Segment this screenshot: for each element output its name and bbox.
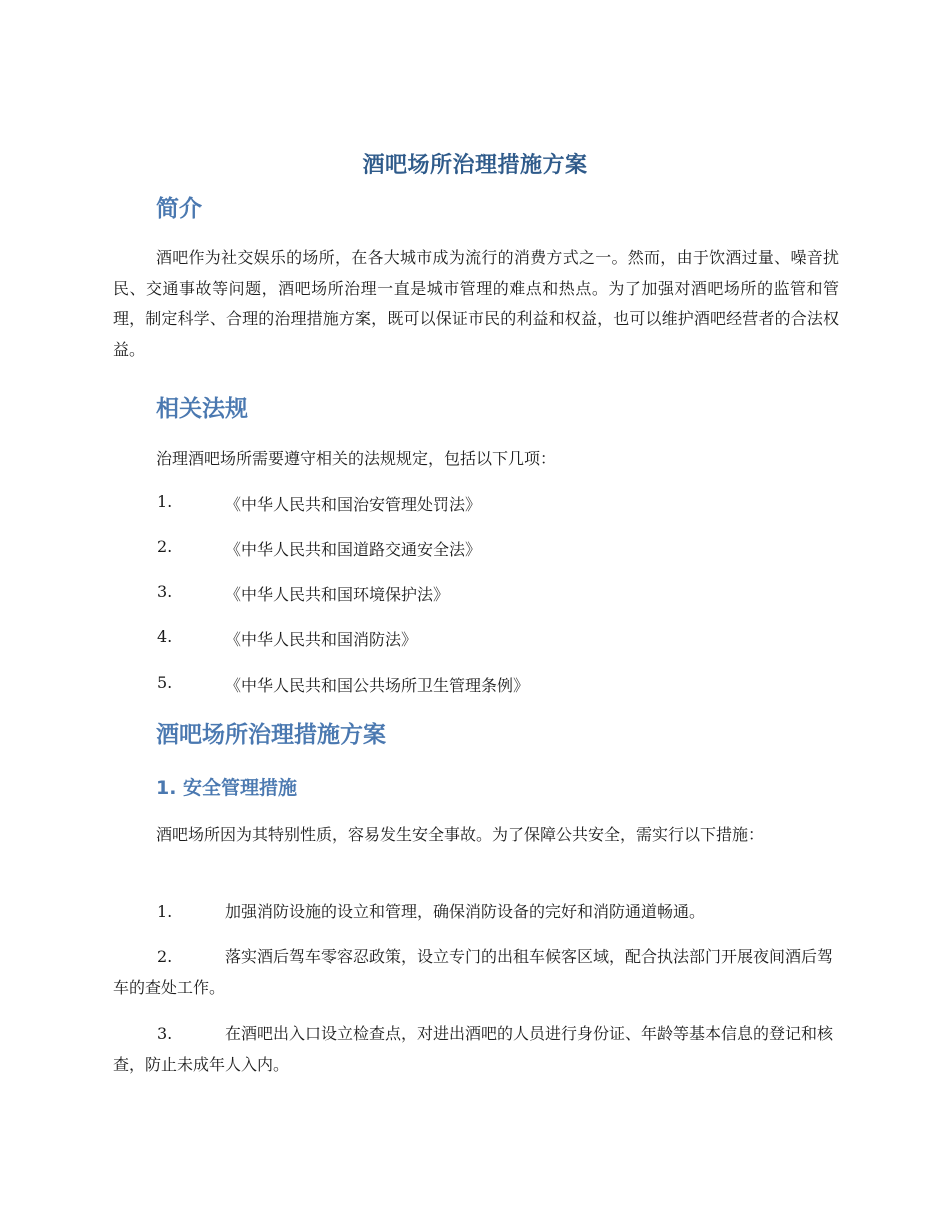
list-item-text: 《中华人民共和国治安管理处罚法》 [225, 495, 482, 514]
laws-lead: 治理酒吧场所需要遵守相关的法规规定，包括以下几项： [156, 449, 557, 468]
list-item-text: 在酒吧出入口设立检查点，对进出酒吧的人员进行身份证、年龄等基本信息的登记和核查，防止未成年人入内。 [113, 1024, 834, 1074]
intro-paragraph: 酒吧作为社交娱乐的场所，在各大城市成为流行的消费方式之一。然而，由于饮酒过量、噪音扰民、交通事故等问题，酒吧场所治理一直是城市管理的难点和热点。为了加强对酒吧场所的监管和管理，制定科学、合理的治理措施方案，既可以保证市民的利益和权益，也可以维护酒吧经营者的合法权益。 [113, 248, 839, 359]
list-item-text: 落实酒后驾车零容忍政策，设立专门的出租车候客区域，配合执法部门开展夜间酒后驾车的查处工作。 [113, 947, 834, 997]
list-item-number: 3. [157, 1024, 173, 1043]
list-item-number: 5. [157, 673, 173, 692]
list-item-text: 《中华人民共和国消防法》 [225, 630, 418, 649]
plan-heading: 酒吧场所治理措施方案 [156, 722, 386, 748]
list-item [113, 942, 839, 1003]
list-item-number: 1. [157, 492, 173, 511]
list-item-number: 4. [157, 627, 173, 646]
list-item-number: 2. [157, 947, 173, 966]
list-item-text: 《中华人民共和国环境保护法》 [225, 585, 450, 604]
intro-heading: 简介 [156, 196, 202, 222]
laws-heading: 相关法规 [156, 396, 248, 422]
section1-heading: 1. 安全管理措施 [156, 777, 298, 799]
list-item-text: 加强消防设施的设立和管理，确保消防设备的完好和消防通道畅通。 [225, 902, 706, 921]
list-item-number: 1. [157, 902, 173, 921]
list-item [113, 897, 839, 928]
list-item-number: 3. [157, 582, 173, 601]
list-item-text: 《中华人民共和国道路交通安全法》 [225, 540, 482, 559]
list-item-number: 2. [157, 537, 173, 556]
document-title: 酒吧场所治理措施方案 [362, 153, 588, 178]
section1-lead: 酒吧场所因为其特别性质，容易发生安全事故。为了保障公共安全，需实行以下措施： [156, 825, 765, 844]
list-item-text: 《中华人民共和国公共场所卫生管理条例》 [225, 676, 530, 695]
list-item [113, 1019, 839, 1080]
